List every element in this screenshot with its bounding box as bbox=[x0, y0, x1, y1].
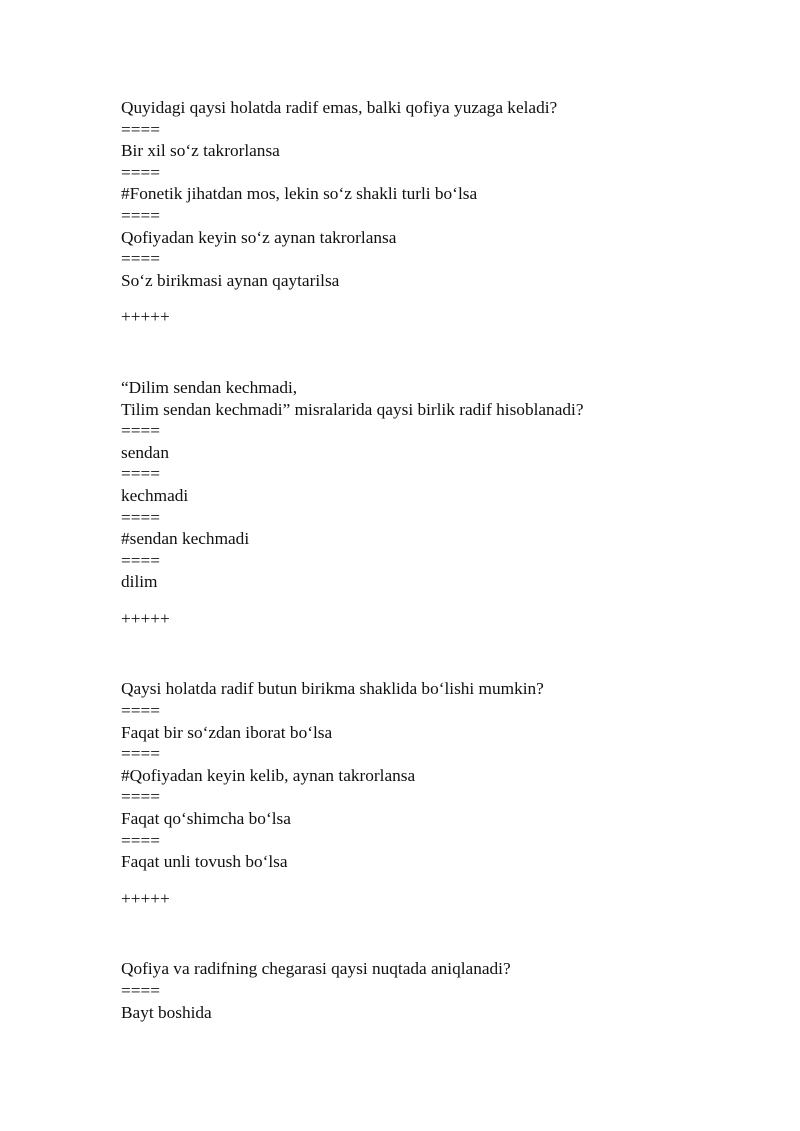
document-page bbox=[121, 97, 761, 1023]
question-2-option-2: kechmadi bbox=[121, 485, 189, 505]
separator: ==== bbox=[121, 981, 160, 1000]
question-1-option-3: Qofiyadan keyin so‘z aynan takrorlansa bbox=[121, 227, 397, 247]
question-2-option-4: dilim bbox=[121, 572, 158, 592]
question-3-text: Qaysi holatda radif butun birikma shaklida bo‘lishi mumkin? bbox=[121, 679, 544, 699]
separator: ==== bbox=[121, 205, 160, 225]
question-2-text-line-2: Tilim sendan kechmadi” misralarida qaysi birlik radif hisoblanadi? bbox=[121, 399, 584, 419]
separator: ==== bbox=[121, 550, 160, 570]
end-marker: +++++ bbox=[121, 608, 170, 628]
question-3-option-2: #Qofiyadan keyin kelib, aynan takrorlansa bbox=[121, 765, 416, 785]
question-2-option-1: sendan bbox=[121, 442, 169, 462]
question-3-option-4: Faqat unli tovush bo‘lsa bbox=[121, 852, 288, 872]
question-4-text: Qofiya va radifning chegarasi qaysi nuqtada aniqlanadi? bbox=[121, 959, 511, 979]
separator: ==== bbox=[121, 119, 160, 139]
separator: ==== bbox=[121, 701, 160, 721]
separator: ==== bbox=[121, 830, 160, 850]
separator: ==== bbox=[121, 162, 160, 182]
question-2-option-3: #sendan kechmadi bbox=[121, 529, 250, 549]
end-marker: +++++ bbox=[121, 888, 170, 908]
separator: ==== bbox=[121, 787, 160, 807]
separator: ==== bbox=[121, 507, 160, 527]
question-2-text-line-1: “Dilim sendan kechmadi, bbox=[121, 377, 298, 397]
end-marker: +++++ bbox=[121, 307, 170, 327]
question-3-option-1: Faqat bir so‘zdan iborat bo‘lsa bbox=[121, 722, 333, 742]
question-1-option-2: #Fonetik jihatdan mos, lekin so‘z shakli turli bo‘lsa bbox=[121, 184, 478, 204]
question-1-text: Quyidagi qaysi holatda radif emas, balki qofiya yuzaga keladi? bbox=[121, 98, 558, 117]
separator: ==== bbox=[121, 744, 160, 764]
separator: ==== bbox=[121, 249, 160, 269]
question-1-option-4: So‘z birikmasi aynan qaytarilsa bbox=[121, 270, 340, 290]
question-3-option-3: Faqat qo‘shimcha bo‘lsa bbox=[121, 809, 291, 829]
question-1-option-1: Bir xil so‘z takrorlansa bbox=[121, 141, 280, 161]
question-4-option-1: Bayt boshida bbox=[121, 1002, 212, 1022]
separator: ==== bbox=[121, 464, 160, 484]
separator: ==== bbox=[121, 421, 160, 441]
